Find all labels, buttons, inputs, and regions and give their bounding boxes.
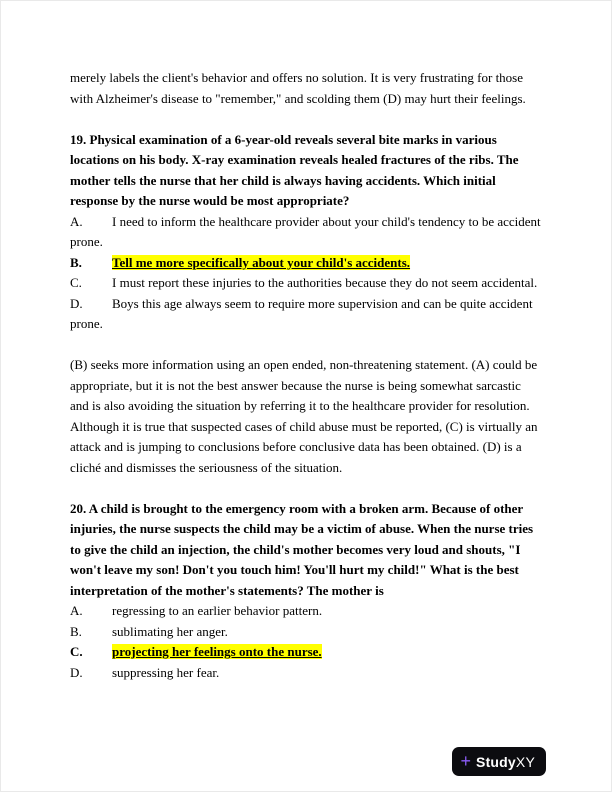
question-20-options	[70, 601, 542, 683]
option-text: Boys this age always seem to require more supervision and can be quite accident prone.	[70, 295, 533, 331]
option-letter: A.	[70, 603, 83, 618]
plus-icon: +	[460, 750, 472, 771]
option-text: I need to inform the healthcare provider about your child's tendency to be accident prone.	[70, 213, 541, 249]
option-text: sublimating her anger.	[112, 623, 228, 639]
question-20-stem: 20. A child is brought to the emergency room with a broken arm. Because of other injuries, the nurse suspects the child may be a victim of abuse. When the nurse tries to give the child an injection, the child's mother becomes very loud and shouts, "I won't leave my son! Don't you touch him! You'll hurt my child!" What is the best interpretation of the mother's statements? The mother is	[70, 500, 534, 598]
option-letter: C.	[70, 644, 83, 659]
option-row	[70, 622, 542, 643]
option-text: regressing to an earlier behavior pattern.	[112, 603, 323, 618]
option-row	[70, 212, 542, 253]
option-row	[70, 294, 542, 335]
studyxy-logo	[452, 747, 546, 776]
option-row	[70, 663, 542, 684]
question-19-options	[70, 212, 542, 335]
option-row	[70, 273, 542, 294]
option-text: I must report these injuries to the authorities because they do not seem accidental.	[112, 275, 538, 290]
question-19-explanation: (B) seeks more information using an open ended, non-threatening statement. (A) could be appropriate, but it is not the best answer because the nurse is being somewhat sarcastic and is also avoiding the situation by referring it to the healthcare provider for resolution. Although it is true that suspected cases of child abuse must be reported, (C) is virtually an attack and is jumping to conclusions before conclusive data has been obtained. (D) is a cliché and dismisses the seriousness of the situation.	[70, 357, 538, 475]
question-19-stem: 19. Physical examination of a 6-year-old reveals several bite marks in various locations on his body. X-ray examination reveals healed fractures of the ribs. The mother tells the nurse that her child is always having accidents. Which initial response by the nurse would be most appropriate?	[70, 131, 519, 208]
option-row	[70, 601, 542, 622]
correct-answer-text: Tell me more specifically about your child's accidents.	[112, 254, 411, 270]
option-letter: B.	[70, 623, 82, 639]
option-row	[70, 642, 542, 663]
brand-xy: XY	[515, 753, 535, 770]
question-20	[70, 499, 542, 684]
option-letter: A.	[70, 213, 83, 229]
brand-study: Study	[476, 753, 516, 770]
option-letter: C.	[70, 275, 82, 290]
page-content	[70, 68, 542, 683]
option-letter: B.	[70, 254, 82, 270]
brand-text	[476, 754, 535, 770]
carryover-paragraph: merely labels the client's behavior and offers no solution. It is very frustrating for those with Alzheimer's disease to "remember," and scolding them (D) may hurt their feelings.	[70, 70, 526, 106]
option-row	[70, 253, 542, 274]
option-letter: D.	[70, 295, 83, 311]
option-letter: D.	[70, 664, 83, 680]
option-text: suppressing her fear.	[112, 664, 220, 680]
question-19	[70, 130, 542, 479]
correct-answer-text: projecting her feelings onto the nurse.	[112, 644, 322, 659]
